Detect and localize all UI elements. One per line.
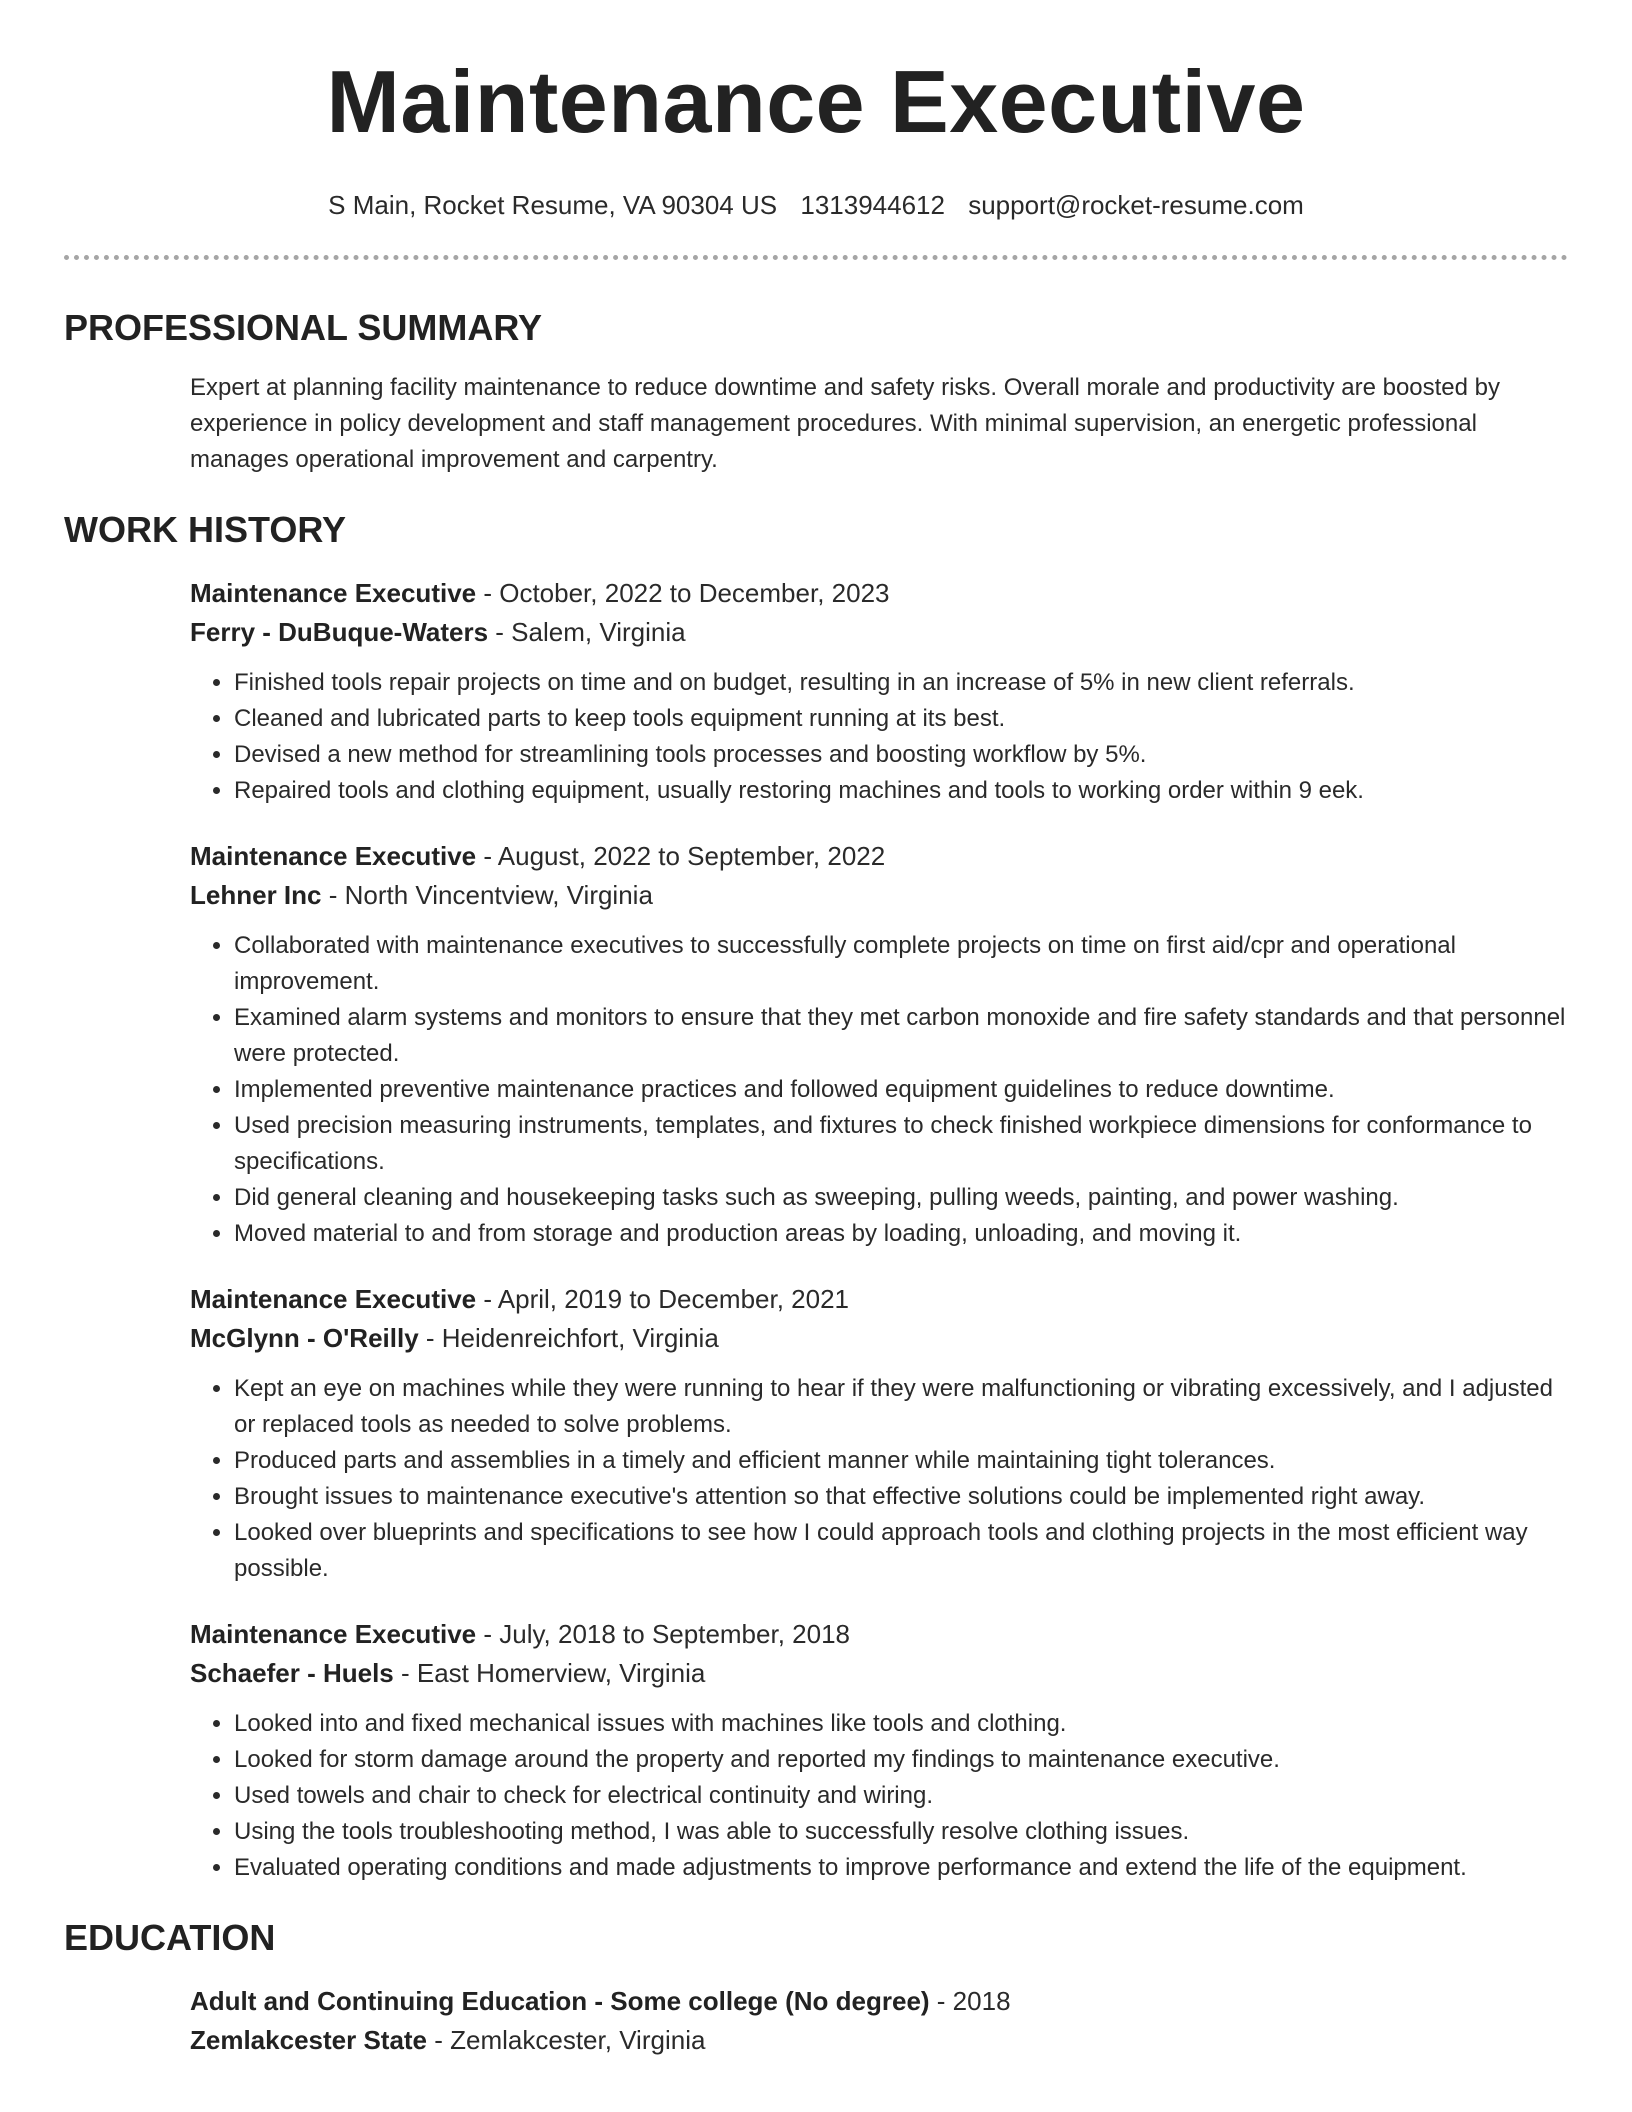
job-location: - East Homerview, Virginia [393,1658,706,1688]
job-company-line [190,1654,1568,1693]
job-title-line [190,1615,1568,1654]
list-item: • Brought issues to maintenance executive's attention so that effective solutions could be implemented right away. [234,1479,1568,1515]
list-item: • Cleaned and lubricated parts to keep tools equipment running at its best. [234,701,1568,737]
summary-heading: PROFESSIONAL SUMMARY [64,307,543,348]
contact-address: S Main, Rocket Resume, VA 90304 US [328,190,778,220]
job-bullets [190,928,1568,1252]
job-entry-2 [190,837,1568,1252]
education-school-line [190,2021,1568,2060]
job-role: Maintenance Executive [190,578,477,608]
list-item: • Collaborated with maintenance executives to successfully complete projects on time on first aid/cpr and operational improvement. [234,928,1568,1000]
list-item: • Kept an eye on machines while they were running to hear if they were malfunctioning or vibrating excessively, and I adjusted or replaced tools as needed to solve problems. [234,1371,1568,1443]
job-location: - Heidenreichfort, Virginia [418,1323,719,1353]
list-item: • Moved material to and from storage and production areas by loading, unloading, and moving it. [234,1216,1568,1252]
education-degree: Adult and Continuing Education - Some college (No degree) [190,1986,930,2016]
list-item: • Looked over blueprints and specifications to see how I could approach tools and clothing projects in the most efficient way possible. [234,1515,1568,1587]
education-school: Zemlakcester State [190,2025,428,2055]
job-company: Ferry - DuBuque-Waters [190,617,489,647]
summary-text: Expert at planning facility maintenance to reduce downtime and safety risks. Overall morale and productivity are boosted by experience in policy development and staff management procedures. With minimal supervision, an energetic professional manages operational improvement and carpentry. [190,374,1501,473]
work-history-heading: WORK HISTORY [64,509,347,550]
contact-email: support@rocket-resume.com [968,190,1304,220]
resume-name: Maintenance Executive [326,52,1306,151]
list-item: • Finished tools repair projects on time and on budget, resulting in an increase of 5% in new client referrals. [234,665,1568,701]
education-entry [190,1982,1568,2060]
education-year: - 2018 [929,1986,1011,2016]
job-company-line [190,613,1568,652]
job-role: Maintenance Executive [190,1619,477,1649]
job-bullets [190,1706,1568,1886]
job-location: - Salem, Virginia [488,617,686,647]
list-item: • Produced parts and assemblies in a timely and efficient manner while maintaining tight tolerances. [234,1443,1568,1479]
job-title-line [190,574,1568,613]
job-dates: - October, 2022 to December, 2023 [476,578,890,608]
job-title-line [190,1280,1568,1319]
job-role: Maintenance Executive [190,1284,477,1314]
job-company: Schaefer - Huels [190,1658,394,1688]
list-item: • Used precision measuring instruments, templates, and fixtures to check finished workpiece dimensions for conformance to specifications. [234,1108,1568,1180]
job-dates: - July, 2018 to September, 2018 [476,1619,850,1649]
job-company: McGlynn - O'Reilly [190,1323,419,1353]
list-item: • Using the tools troubleshooting method, I was able to successfully resolve clothing issues. [234,1814,1568,1850]
contact-line [64,190,1568,220]
job-location: - North Vincentview, Virginia [321,880,653,910]
list-item: • Examined alarm systems and monitors to ensure that they met carbon monoxide and fire safety standards and that personnel were protected. [234,1000,1568,1072]
list-item: • Implemented preventive maintenance practices and followed equipment guidelines to reduce downtime. [234,1072,1568,1108]
job-entry-4 [190,1615,1568,1886]
list-item: • Looked into and fixed mechanical issues with machines like tools and clothing. [234,1706,1568,1742]
job-company-line [190,1319,1568,1358]
job-role: Maintenance Executive [190,841,477,871]
list-item: • Looked for storm damage around the property and reported my findings to maintenance executive. [234,1742,1568,1778]
job-dates: - August, 2022 to September, 2022 [476,841,886,871]
job-bullets [190,665,1568,809]
list-item: • Did general cleaning and housekeeping tasks such as sweeping, pulling weeds, painting, and power washing. [234,1180,1568,1216]
job-entry-3 [190,1280,1568,1587]
job-company-line [190,876,1568,915]
job-entry-1 [190,574,1568,809]
list-item: • Used towels and chair to check for electrical continuity and wiring. [234,1778,1568,1814]
education-degree-line [190,1982,1568,2021]
education-location: - Zemlakcester, Virginia [427,2025,706,2055]
list-item: • Repaired tools and clothing equipment, usually restoring machines and tools to working order within 9 eek. [234,773,1568,809]
contact-phone: 1313944612 [800,190,945,220]
job-bullets [190,1371,1568,1587]
list-item: • Devised a new method for streamlining tools processes and boosting workflow by 5%. [234,737,1568,773]
job-title-line [190,837,1568,876]
job-dates: - April, 2019 to December, 2021 [476,1284,850,1314]
job-company: Lehner Inc [190,880,322,910]
education-heading: EDUCATION [64,1917,276,1958]
header-divider [64,255,1568,260]
list-item: • Evaluated operating conditions and made adjustments to improve performance and extend the life of the equipment. [234,1850,1568,1886]
